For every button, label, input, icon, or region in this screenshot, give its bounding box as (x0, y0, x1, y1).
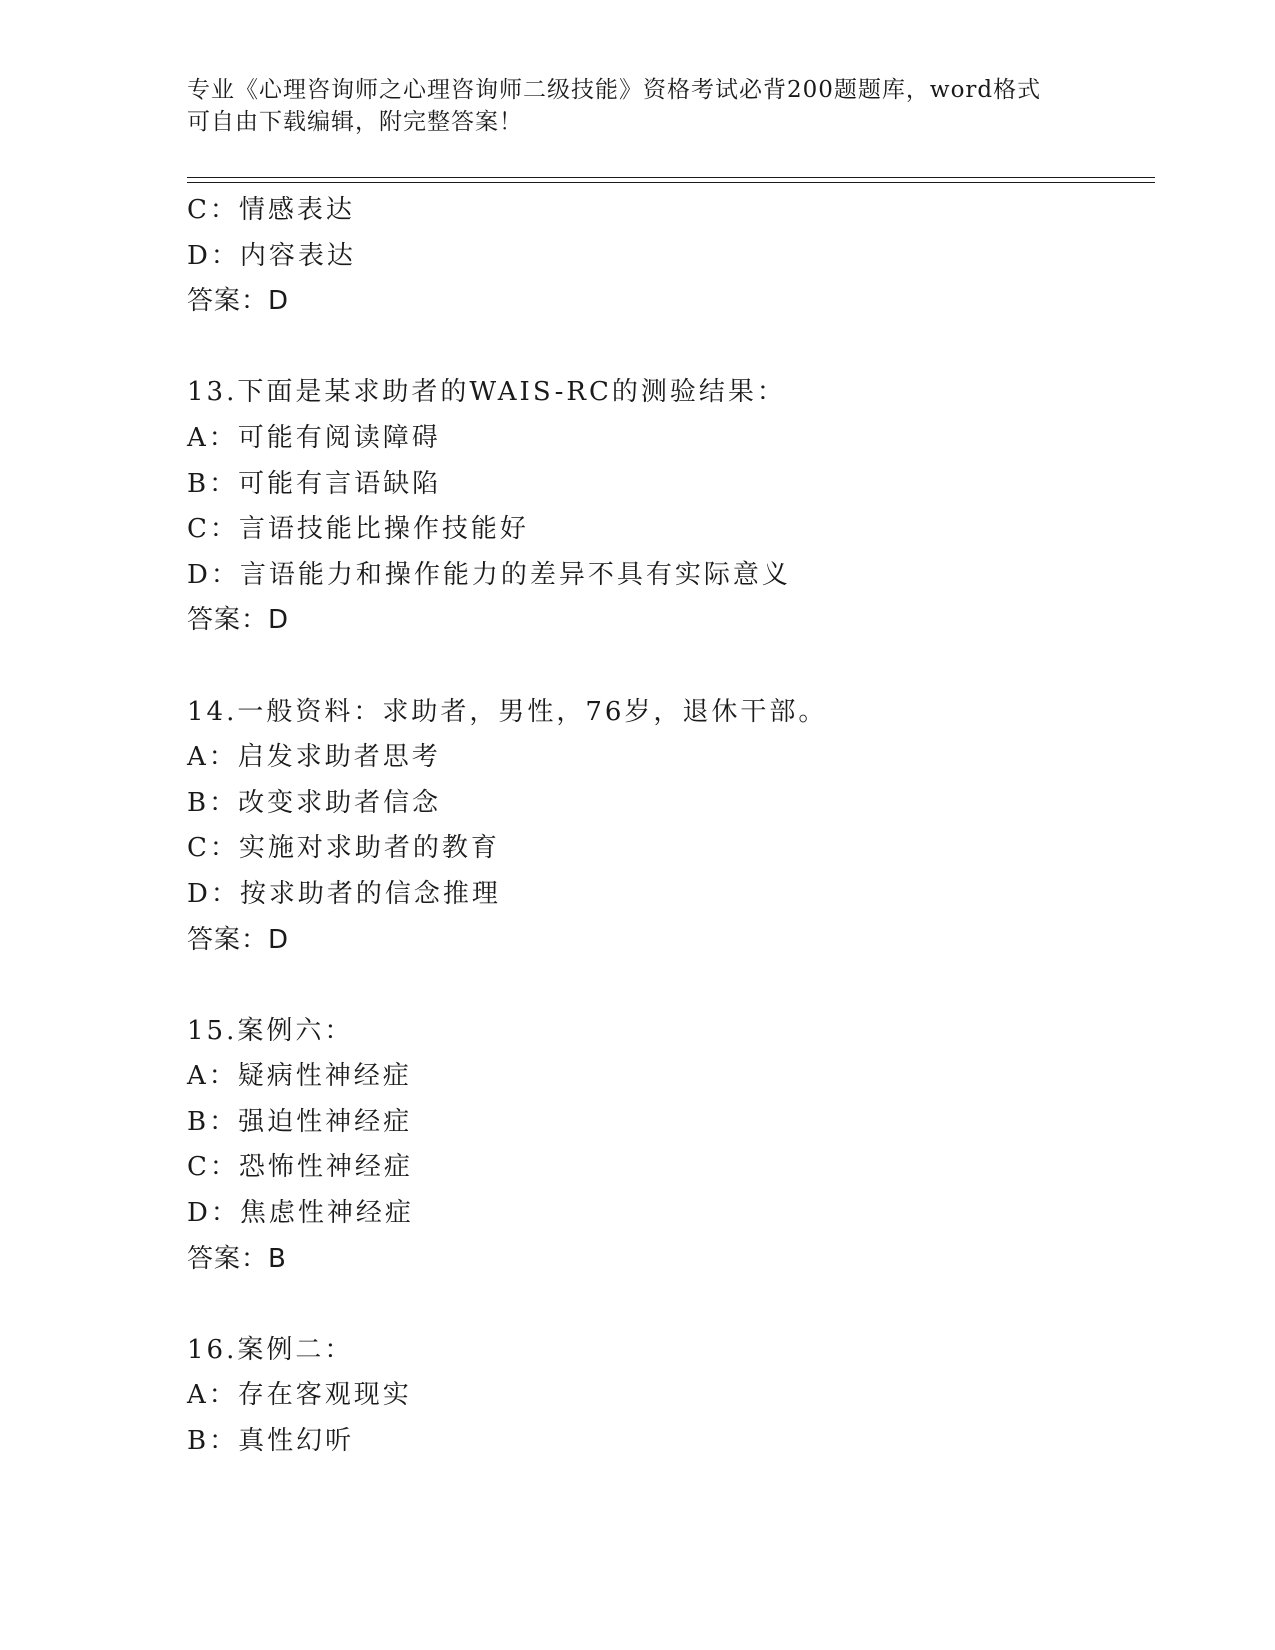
option-d: D：言语能力和操作能力的差异不具有实际意义 (187, 559, 791, 590)
answer-line: 答案：D (187, 605, 290, 636)
question-block-12 (187, 188, 1147, 325)
spacer (187, 1282, 1147, 1328)
spacer (187, 644, 1147, 690)
spacer (187, 325, 1147, 371)
option-a: A：疑病性神经症 (187, 1061, 412, 1092)
answer-line: 答案：D (187, 286, 290, 317)
option-b: B：改变求助者信念 (187, 787, 442, 818)
option-c: C：恐怖性神经症 (187, 1152, 413, 1183)
question-stem: 16.案例二： (187, 1334, 354, 1365)
document-header (187, 74, 1087, 138)
option-c: C：情感表达 (187, 195, 355, 225)
header-line-2: 可自由下载编辑，附完整答案！ (187, 109, 523, 135)
option-b: B：强迫性神经症 (187, 1106, 413, 1137)
spacer (187, 963, 1147, 1009)
question-stem: 13.下面是某求助者的WAIS-RC的测验结果： (187, 377, 786, 408)
question-block-14 (187, 690, 1147, 964)
answer-line: 答案：D (187, 924, 290, 955)
question-block-16 (187, 1328, 1147, 1465)
header-divider-top (187, 177, 1155, 178)
option-a: A：启发求助者思考 (187, 742, 441, 773)
option-c: C：实施对求助者的教育 (187, 833, 500, 864)
option-a: A：可能有阅读障碍 (187, 422, 441, 453)
question-stem: 14.一般资料：求助者，男性，76岁，退休干部。 (187, 696, 828, 727)
option-d: D：按求助者的信念推理 (187, 878, 501, 909)
option-c: C：言语技能比操作技能好 (187, 514, 529, 545)
option-a: A：存在客观现实 (187, 1380, 412, 1411)
option-d: D：焦虑性神经症 (187, 1198, 414, 1229)
question-block-15 (187, 1009, 1147, 1283)
answer-line: 答案：B (187, 1243, 287, 1274)
question-stem: 15.案例六： (187, 1015, 354, 1046)
header-divider-bottom (187, 182, 1155, 183)
header-line-1: 专业《心理咨询师之心理咨询师二级技能》资格考试必背200题题库，word格式 (187, 77, 1042, 103)
question-block-13 (187, 370, 1147, 644)
question-list (187, 188, 1147, 1465)
option-d: D：内容表达 (187, 240, 356, 271)
option-b: B：可能有言语缺陷 (187, 468, 442, 499)
option-b: B：真性幻听 (187, 1426, 355, 1457)
